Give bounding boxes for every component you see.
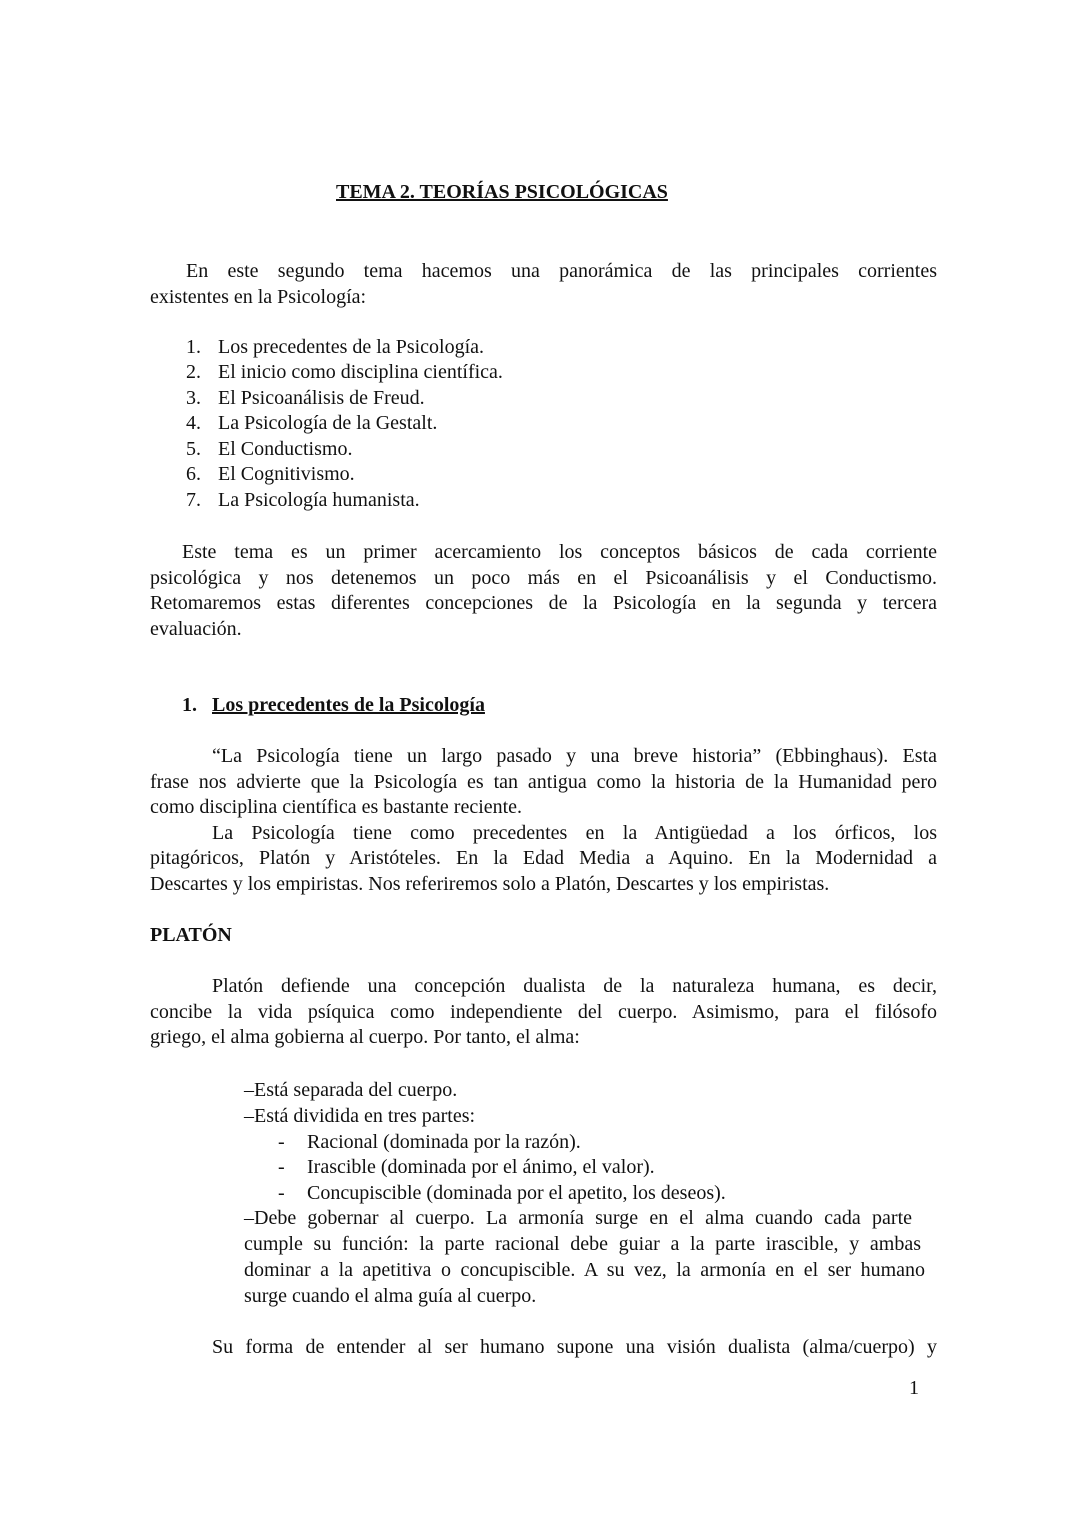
alma-item: –Debe gobernar al cuerpo. La armonía surge en el alma cuando cada parte xyxy=(244,1207,912,1229)
paragraph-line: evaluación. xyxy=(150,618,242,640)
paragraph-line: griego, el alma gobierna al cuerpo. Por tanto, el alma: xyxy=(150,1026,580,1048)
list-num: 4. xyxy=(186,412,201,434)
alma-part: Irascible (dominada por el ánimo, el valor). xyxy=(307,1156,655,1178)
dash-bullet: - xyxy=(278,1156,285,1178)
list-num: 6. xyxy=(186,463,201,485)
paragraph-line: frase nos advierte que la Psicología es tan antigua como la historia de la Humanidad pero xyxy=(150,771,937,793)
list-num: 2. xyxy=(186,361,201,383)
paragraph-line: concibe la vida psíquica como independiente del cuerpo. Asimismo, para el filósofo xyxy=(150,1001,937,1023)
alma-item: dominar a la apetitiva o concupiscible. A su vez, la armonía en el ser humano xyxy=(244,1259,925,1281)
paragraph-line: “La Psicología tiene un largo pasado y una breve historia” (Ebbinghaus). Esta xyxy=(212,745,937,767)
paragraph-line: Este tema es un primer acercamiento los conceptos básicos de cada corriente xyxy=(182,541,937,563)
intro-line: existentes en la Psicología: xyxy=(150,286,367,308)
paragraph-line: como disciplina científica es bastante reciente. xyxy=(150,796,523,818)
paragraph-line: Retomaremos estas diferentes concepciones de la Psicología en la segunda y tercera xyxy=(150,592,937,614)
paragraph-line: Platón defiende una concepción dualista de la naturaleza humana, es decir, xyxy=(212,975,937,997)
list-num: 7. xyxy=(186,489,201,511)
list-item: El Conductismo. xyxy=(218,438,353,460)
list-item: La Psicología de la Gestalt. xyxy=(218,412,438,434)
intro-line: En este segundo tema hacemos una panorámica de las principales corrientes xyxy=(186,260,937,282)
list-item: El Cognitivismo. xyxy=(218,463,355,485)
page-number: 1 xyxy=(909,1377,919,1399)
dash-bullet: - xyxy=(278,1182,285,1204)
alma-item: cumple su función: la parte racional debe guiar a la parte irascible, y ambas xyxy=(244,1233,921,1255)
list-item: El inicio como disciplina científica. xyxy=(218,361,503,383)
dash-bullet: - xyxy=(278,1131,285,1153)
list-num: 5. xyxy=(186,438,201,460)
alma-part: Concupiscible (dominada por el apetito, los deseos). xyxy=(307,1182,726,1204)
alma-part: Racional (dominada por la razón). xyxy=(307,1131,581,1153)
list-num: 1. xyxy=(186,336,201,358)
paragraph-line: pitagóricos, Platón y Aristóteles. En la Edad Media a Aquino. En la Modernidad a xyxy=(150,847,937,869)
alma-item: surge cuando el alma guía al cuerpo. xyxy=(244,1285,537,1307)
paragraph-line: psicológica y nos detenemos un poco más en el Psicoanálisis y el Conductismo. xyxy=(150,567,937,589)
paragraph-line: Su forma de entender al ser humano supone una visión dualista (alma/cuerpo) y xyxy=(212,1336,937,1358)
page-title: TEMA 2. TEORÍAS PSICOLÓGICAS xyxy=(336,181,668,203)
platon-heading: PLATÓN xyxy=(150,924,232,946)
alma-item: –Está dividida en tres partes: xyxy=(244,1105,476,1127)
list-item: Los precedentes de la Psicología. xyxy=(218,336,485,358)
list-item: El Psicoanálisis de Freud. xyxy=(218,387,425,409)
list-item: La Psicología humanista. xyxy=(218,489,420,511)
section-heading: Los precedentes de la Psicología xyxy=(212,694,485,716)
section-number: 1. xyxy=(182,694,197,716)
paragraph-line: Descartes y los empiristas. Nos referiremos solo a Platón, Descartes y los empiristas. xyxy=(150,873,830,895)
alma-item: –Está separada del cuerpo. xyxy=(244,1079,458,1101)
list-num: 3. xyxy=(186,387,201,409)
paragraph-line: La Psicología tiene como precedentes en la Antigüedad a los órficos, los xyxy=(212,822,937,844)
